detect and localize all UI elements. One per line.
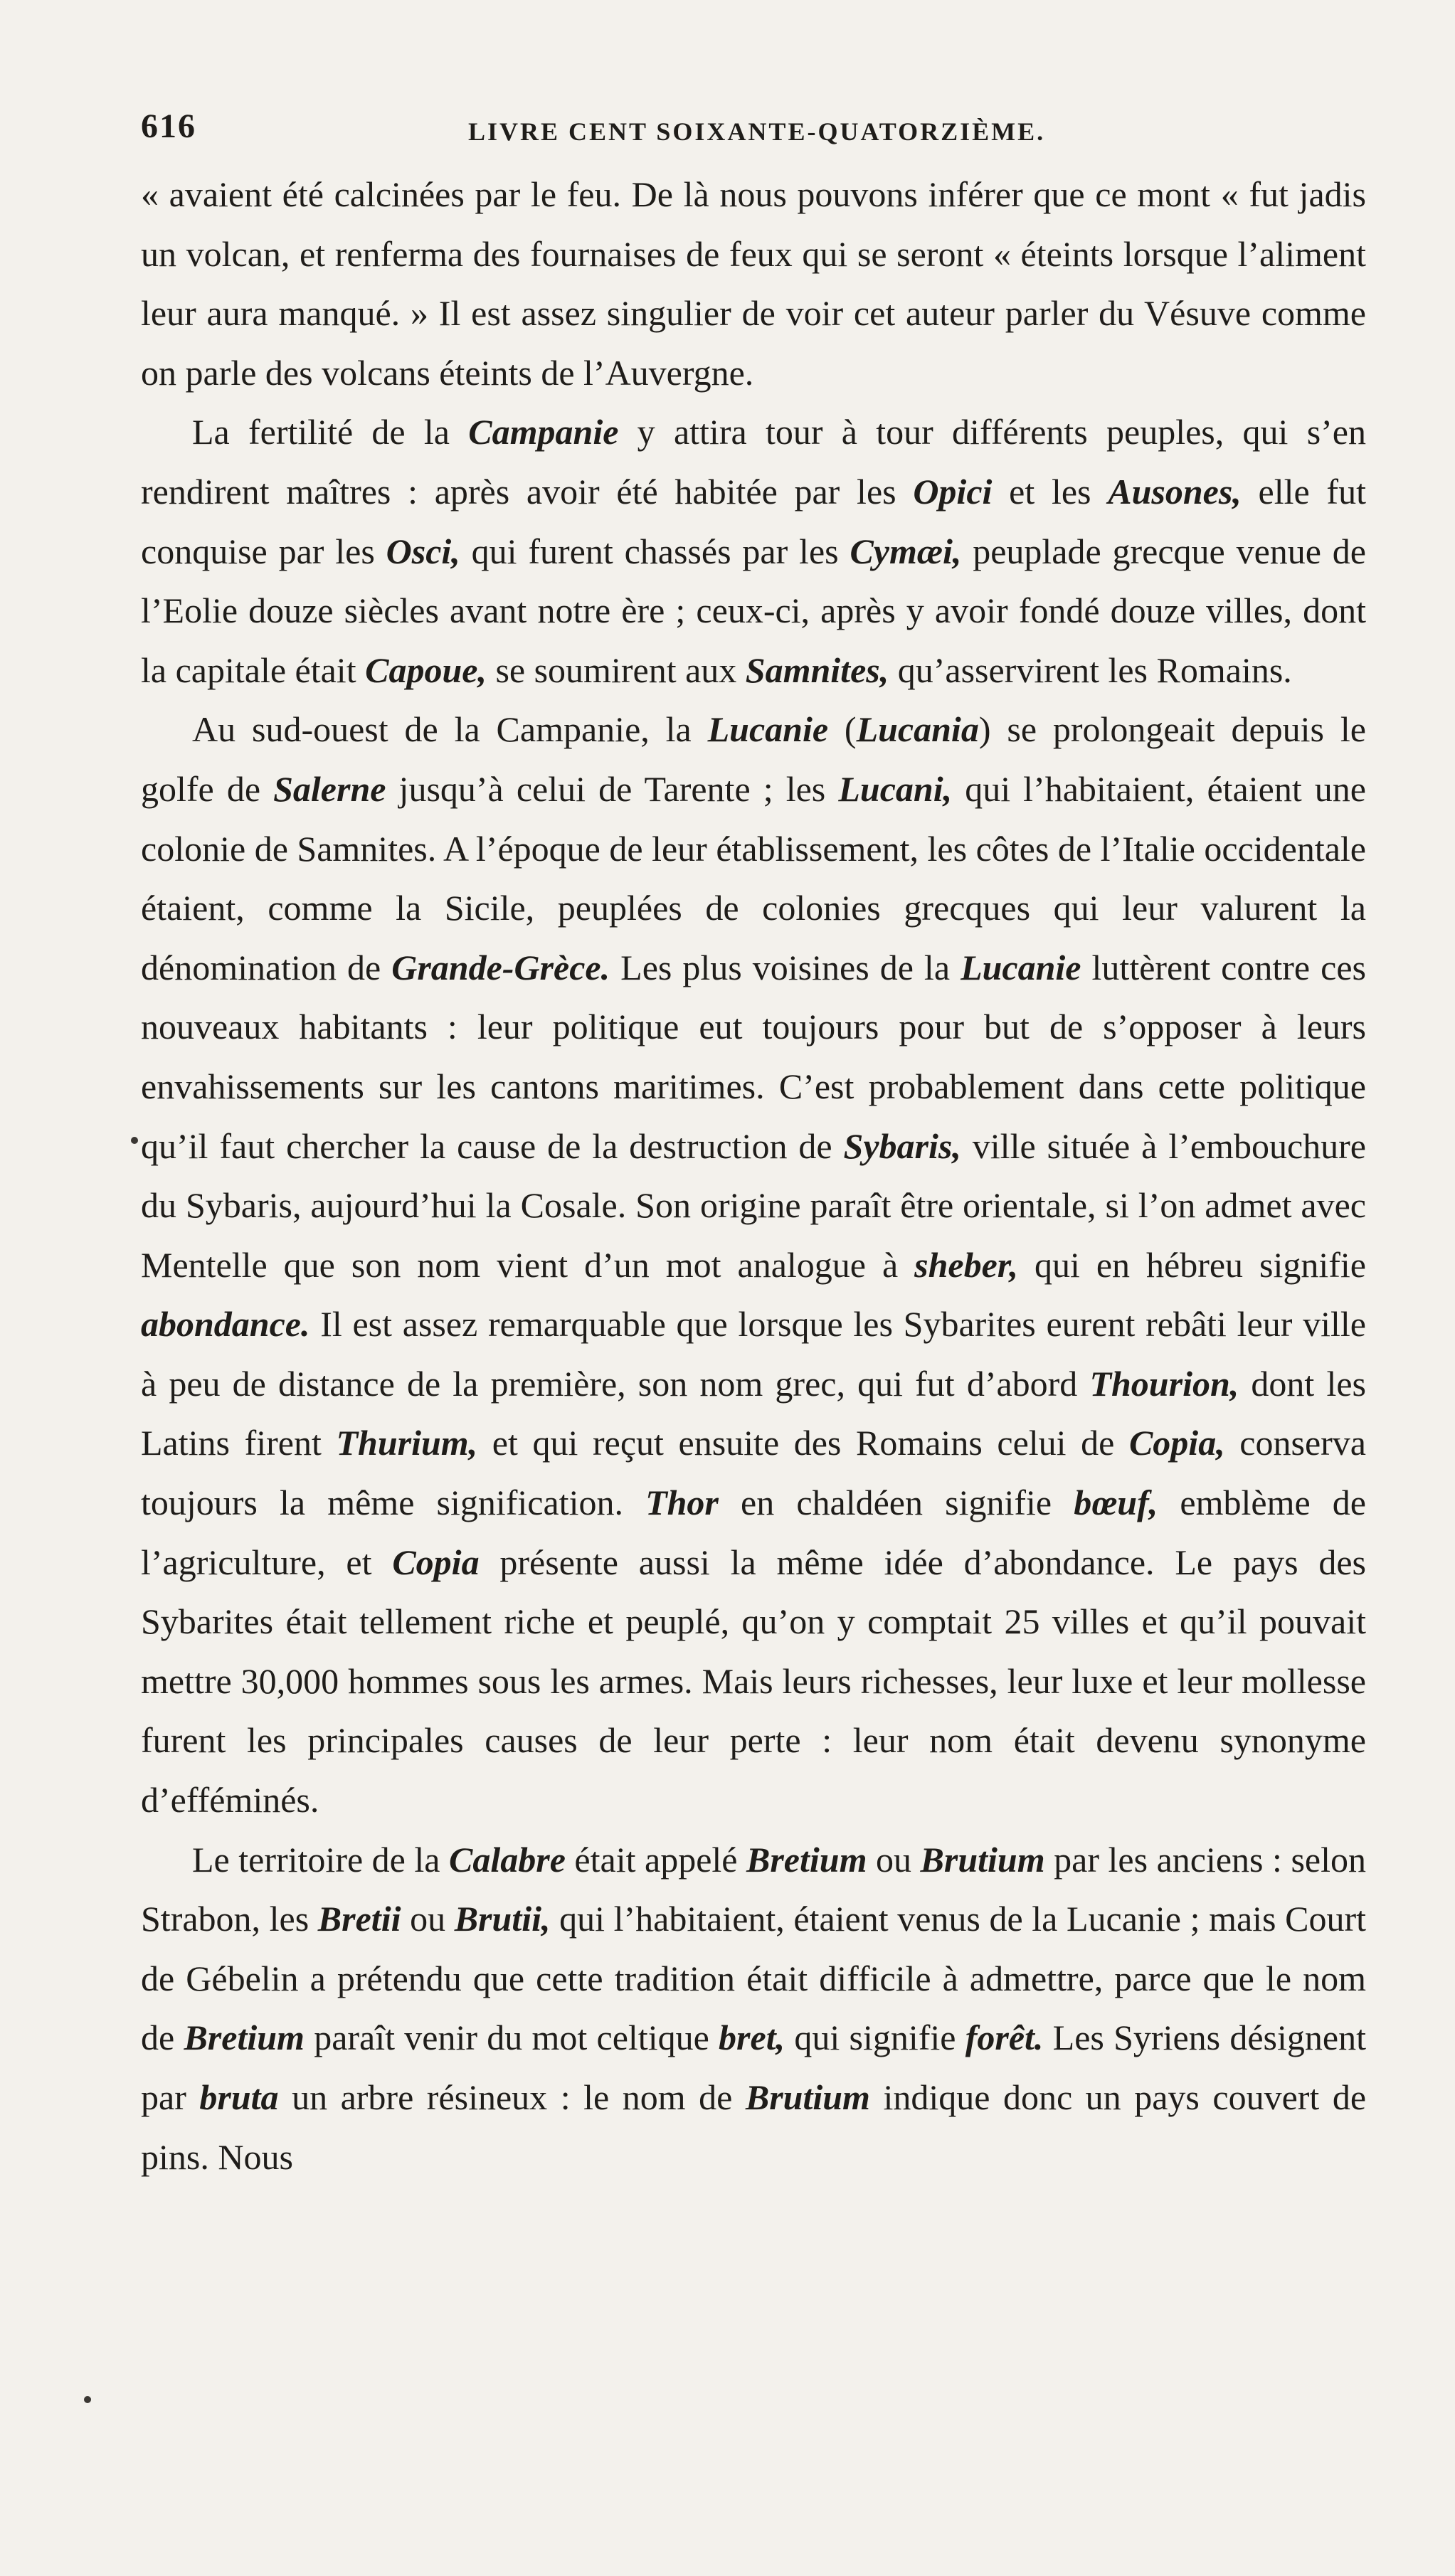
text-run: La fertilité de la xyxy=(192,412,469,452)
page-number: 616 xyxy=(141,107,196,145)
text-run: emblème de l’agriculture, et xyxy=(141,1483,1366,1582)
page-header xyxy=(141,107,1379,157)
italic-term: Bretium xyxy=(746,1839,867,1880)
paragraph xyxy=(141,165,1366,403)
italic-term: Osci, xyxy=(386,531,460,571)
text-run: Au sud-ouest de la Campanie, la xyxy=(192,709,708,750)
text-run: Il est assez remarquable que lorsque les Sybarites eurent rebâti leur ville à peu de distance de la première, son nom grec, qui fut d’abord xyxy=(141,1304,1366,1404)
text-run: qu’asservirent les Romains. xyxy=(889,650,1292,690)
paragraph xyxy=(141,700,1366,1830)
italic-term: Sybaris, xyxy=(843,1125,961,1166)
italic-term: forêt. xyxy=(965,2018,1044,2058)
italic-term: Brutii, xyxy=(454,1899,551,1939)
italic-term: bœuf, xyxy=(1074,1483,1158,1523)
italic-term: sheber, xyxy=(914,1244,1018,1285)
text-run: ou xyxy=(401,1899,455,1939)
text-run: qui signifie xyxy=(785,2018,965,2058)
italic-term: Ausones, xyxy=(1108,471,1242,512)
body-text xyxy=(141,165,1366,2187)
italic-term: Campanie xyxy=(468,412,619,452)
italic-term: Calabre xyxy=(449,1839,566,1880)
italic-term: Lucania xyxy=(856,709,979,750)
text-run: présente aussi la même idée d’abondance. Le pays des Sybarites était tellement riche et peuplé, qu’on y comptait 25 villes et qu’il pouvait mettre 30,000 hommes sous les armes. Mais leurs richesses, leur luxe et leur mollesse furent les principales causes de leur perte : leur nom était devenu synonyme d’efféminés. xyxy=(141,1542,1367,1820)
text-run: et qui reçut ensuite des Romains celui de xyxy=(477,1423,1129,1463)
text-run: y attira tour à tour différents peuples, qui s’en rendirent maîtres : après avoir été habitée par les xyxy=(141,412,1366,512)
italic-term: Copia xyxy=(392,1542,480,1582)
text-run: ou xyxy=(867,1839,921,1880)
text-run: qui en hébreu signifie xyxy=(1017,1244,1366,1285)
running-title: LIVRE CENT SOIXANTE-QUATORZIÈME. xyxy=(468,117,1046,146)
italic-term: Thourion, xyxy=(1089,1363,1239,1404)
text-run: ( xyxy=(828,709,857,750)
text-run: jusqu’à celui de Tarente ; les xyxy=(386,768,839,809)
text-run: par les anciens : selon Strabon, les xyxy=(141,1839,1366,1939)
italic-term: Thurium, xyxy=(336,1423,478,1463)
text-run: et les xyxy=(992,471,1109,512)
text-run: peuplade grecque venue de l’Eolie douze siècles avant notre ère ; ceux-ci, après y avoir fondé douze villes, dont la capitale était xyxy=(141,531,1366,690)
italic-term: Brutium xyxy=(920,1839,1045,1880)
italic-term: Lucanie xyxy=(961,947,1081,987)
paragraph xyxy=(141,403,1366,700)
text-run: qui l’habitaient, étaient une colonie de Samnites. A l’époque de leur établissement, les côtes de l’Italie occidentale étaient, comme la Sicile, peuplées de colonies grecques qui leur valurent la dénomination de xyxy=(141,768,1366,987)
italic-term: abondance. xyxy=(141,1304,310,1345)
text-run: qui l’habitaient, étaient venus de la Lucanie ; mais Court de Gébelin a prétendu que cette tradition était difficile à admettre, parce que le nom de xyxy=(141,1899,1367,2058)
paragraph xyxy=(141,1830,1366,2188)
italic-term: Lucani, xyxy=(838,768,953,809)
italic-term: Brutium xyxy=(745,2077,870,2117)
italic-term: Lucanie xyxy=(707,709,829,750)
text-run: ville située à l’embouchure du Sybaris, aujourd’hui la Cosale. Son origine paraît être orientale, si l’on admet avec Mentelle que son nom vient d’un mot analogue à xyxy=(141,1125,1366,1285)
margin-dot xyxy=(131,1137,138,1144)
italic-term: Samnites, xyxy=(745,650,889,690)
margin-dot xyxy=(84,2396,91,2403)
text-run: conserva toujours la même signification. xyxy=(141,1423,1366,1523)
italic-term: bruta xyxy=(199,2077,279,2117)
italic-term: Thor xyxy=(645,1483,719,1523)
text-run: paraît venir du mot celtique xyxy=(304,2018,719,2058)
italic-term: Grande-Grèce. xyxy=(391,947,610,987)
text-run: indique donc un pays couvert de pins. Nous xyxy=(141,2077,1367,2177)
italic-term: Salerne xyxy=(273,768,386,809)
italic-term: Bretii xyxy=(317,1899,401,1939)
italic-term: Bretium xyxy=(184,2018,305,2058)
text-run: ) se prolongeait depuis le golfe de xyxy=(141,709,1366,809)
text-run: en chaldéen signifie xyxy=(718,1483,1074,1523)
italic-term: Cymæi, xyxy=(850,531,962,571)
italic-term: Opici xyxy=(913,471,993,512)
text-run: luttèrent contre ces nouveaux habitants : leur politique eut toujours pour but de s’opposer à leurs envahissements sur les cantons maritimes. C’est probablement dans cette politique qu’il faut chercher la cause de la destruction de xyxy=(141,947,1366,1166)
text-run: elle fut conquise par les xyxy=(141,471,1366,571)
italic-term: Capoue, xyxy=(365,650,487,690)
text-run: Les Syriens désignent par xyxy=(141,2018,1366,2117)
text-run: Les plus voisines de la xyxy=(610,947,961,987)
text-run: « avaient été calcinées par le feu. De là nous pouvons inférer que ce mont « fut jadis un volcan, et renferma des fournaises de feux qui se seront « éteints lorsque l’aliment leur aura manqué. » Il est assez singulier de voir cet auteur parler du Vésuve comme on parle des volcans éteints de l’Auvergne. xyxy=(141,174,1366,393)
text-run: Le territoire de la xyxy=(192,1839,449,1880)
text-run: dont les Latins firent xyxy=(141,1363,1366,1463)
text-run: se soumirent aux xyxy=(486,650,746,690)
text-run: était appelé xyxy=(565,1839,746,1880)
italic-term: bret, xyxy=(719,2018,785,2058)
text-run: un arbre résineux : le nom de xyxy=(278,2077,746,2117)
italic-term: Copia, xyxy=(1128,1423,1225,1463)
text-run: qui furent chassés par les xyxy=(460,531,850,571)
